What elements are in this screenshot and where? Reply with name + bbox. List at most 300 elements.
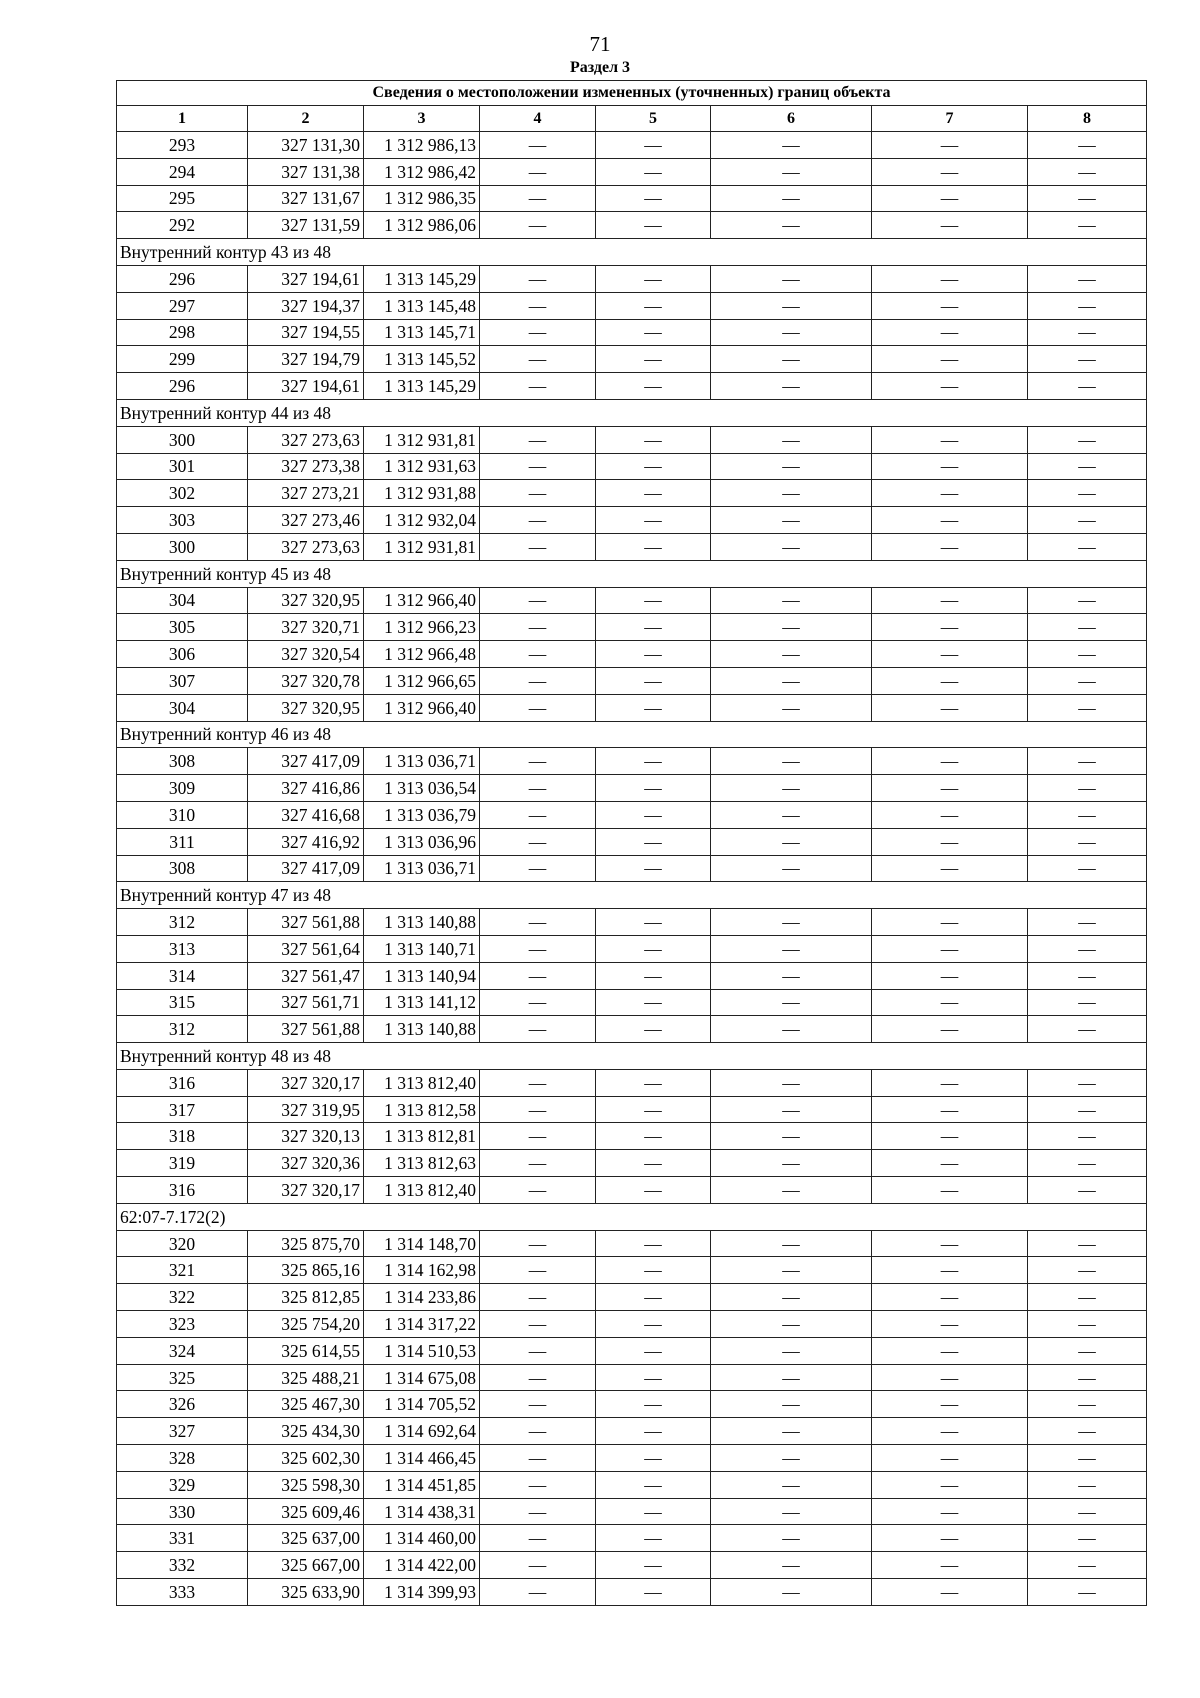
empty-value-dash-col-4: —	[480, 694, 596, 721]
empty-value-dash-col-6: —	[711, 1525, 872, 1552]
table-row	[117, 748, 1147, 775]
empty-value-dash-col-4: —	[480, 641, 596, 668]
y-coordinate-cell: 1 312 932,04	[364, 507, 480, 534]
x-coordinate-cell: 327 273,63	[248, 533, 364, 560]
point-number-cell: 328	[117, 1445, 248, 1472]
y-coordinate-cell: 1 313 036,96	[364, 828, 480, 855]
column-header-1: 1	[117, 106, 248, 132]
empty-value-dash-col-4: —	[480, 1498, 596, 1525]
x-coordinate-cell: 327 273,46	[248, 507, 364, 534]
empty-value-dash-col-4: —	[480, 319, 596, 346]
empty-value-dash-col-4: —	[480, 1579, 596, 1606]
empty-value-dash-col-7: —	[872, 801, 1028, 828]
empty-value-dash-col-4: —	[480, 346, 596, 373]
empty-value-dash-col-4: —	[480, 1311, 596, 1338]
point-number-cell: 300	[117, 533, 248, 560]
empty-value-dash-col-5: —	[596, 426, 711, 453]
table-row	[117, 1016, 1147, 1043]
table-row	[117, 453, 1147, 480]
empty-value-dash-col-5: —	[596, 641, 711, 668]
table-row	[117, 1311, 1147, 1338]
empty-value-dash-col-4: —	[480, 1471, 596, 1498]
empty-value-dash-col-6: —	[711, 1230, 872, 1257]
empty-value-dash-col-4: —	[480, 1257, 596, 1284]
empty-value-dash-col-5: —	[596, 1230, 711, 1257]
empty-value-dash-col-5: —	[596, 480, 711, 507]
empty-value-dash-col-4: —	[480, 212, 596, 239]
x-coordinate-cell: 325 609,46	[248, 1498, 364, 1525]
point-number-cell: 300	[117, 426, 248, 453]
point-number-cell: 316	[117, 1069, 248, 1096]
empty-value-dash-col-5: —	[596, 1498, 711, 1525]
y-coordinate-cell: 1 312 966,23	[364, 614, 480, 641]
empty-value-dash-col-8: —	[1028, 1016, 1147, 1043]
empty-value-dash-col-8: —	[1028, 453, 1147, 480]
table-row	[117, 373, 1147, 400]
empty-value-dash-col-7: —	[872, 373, 1028, 400]
empty-value-dash-col-6: —	[711, 533, 872, 560]
empty-value-dash-col-6: —	[711, 587, 872, 614]
column-header-6: 6	[711, 106, 872, 132]
table-row	[117, 426, 1147, 453]
point-number-cell: 304	[117, 694, 248, 721]
x-coordinate-cell: 327 416,86	[248, 775, 364, 802]
y-coordinate-cell: 1 314 460,00	[364, 1525, 480, 1552]
empty-value-dash-col-5: —	[596, 533, 711, 560]
y-coordinate-cell: 1 314 148,70	[364, 1230, 480, 1257]
empty-value-dash-col-5: —	[596, 962, 711, 989]
y-coordinate-cell: 1 313 812,40	[364, 1177, 480, 1204]
empty-value-dash-col-4: —	[480, 1016, 596, 1043]
empty-value-dash-col-5: —	[596, 1123, 711, 1150]
empty-value-dash-col-6: —	[711, 748, 872, 775]
x-coordinate-cell: 327 320,13	[248, 1123, 364, 1150]
column-header-4: 4	[480, 106, 596, 132]
y-coordinate-cell: 1 314 692,64	[364, 1418, 480, 1445]
empty-value-dash-col-7: —	[872, 1150, 1028, 1177]
empty-value-dash-col-6: —	[711, 453, 872, 480]
table-row	[117, 265, 1147, 292]
empty-value-dash-col-5: —	[596, 1445, 711, 1472]
point-number-cell: 312	[117, 909, 248, 936]
empty-value-dash-col-5: —	[596, 694, 711, 721]
empty-value-dash-col-7: —	[872, 1069, 1028, 1096]
contour-group-row	[117, 560, 1147, 587]
empty-value-dash-col-4: —	[480, 1445, 596, 1472]
empty-value-dash-col-7: —	[872, 185, 1028, 212]
x-coordinate-cell: 327 131,38	[248, 158, 364, 185]
empty-value-dash-col-7: —	[872, 480, 1028, 507]
empty-value-dash-col-6: —	[711, 1177, 872, 1204]
y-coordinate-cell: 1 313 140,88	[364, 909, 480, 936]
table-row	[117, 158, 1147, 185]
empty-value-dash-col-5: —	[596, 1257, 711, 1284]
y-coordinate-cell: 1 312 986,42	[364, 158, 480, 185]
empty-value-dash-col-4: —	[480, 935, 596, 962]
empty-value-dash-col-8: —	[1028, 212, 1147, 239]
empty-value-dash-col-6: —	[711, 935, 872, 962]
empty-value-dash-col-6: —	[711, 1123, 872, 1150]
empty-value-dash-col-4: —	[480, 185, 596, 212]
empty-value-dash-col-6: —	[711, 1391, 872, 1418]
empty-value-dash-col-8: —	[1028, 775, 1147, 802]
empty-value-dash-col-4: —	[480, 1525, 596, 1552]
x-coordinate-cell: 327 320,78	[248, 667, 364, 694]
empty-value-dash-col-6: —	[711, 909, 872, 936]
y-coordinate-cell: 1 313 036,71	[364, 855, 480, 882]
point-number-cell: 324	[117, 1337, 248, 1364]
empty-value-dash-col-7: —	[872, 1016, 1028, 1043]
contour-group-row	[117, 882, 1147, 909]
empty-value-dash-col-8: —	[1028, 1445, 1147, 1472]
empty-value-dash-col-4: —	[480, 292, 596, 319]
y-coordinate-cell: 1 314 705,52	[364, 1391, 480, 1418]
empty-value-dash-col-4: —	[480, 426, 596, 453]
table-row	[117, 587, 1147, 614]
empty-value-dash-col-5: —	[596, 1418, 711, 1445]
empty-value-dash-col-5: —	[596, 1069, 711, 1096]
empty-value-dash-col-8: —	[1028, 1230, 1147, 1257]
x-coordinate-cell: 327 194,79	[248, 346, 364, 373]
empty-value-dash-col-5: —	[596, 748, 711, 775]
contour-group-row	[117, 1043, 1147, 1070]
empty-value-dash-col-6: —	[711, 1471, 872, 1498]
point-number-cell: 309	[117, 775, 248, 802]
point-number-cell: 314	[117, 962, 248, 989]
empty-value-dash-col-6: —	[711, 292, 872, 319]
page-number: 71	[589, 32, 611, 56]
empty-value-dash-col-6: —	[711, 507, 872, 534]
empty-value-dash-col-6: —	[711, 989, 872, 1016]
empty-value-dash-col-6: —	[711, 346, 872, 373]
table-caption: Сведения о местоположении измененных (уточненных) границ объекта	[117, 81, 1147, 106]
empty-value-dash-col-5: —	[596, 132, 711, 159]
point-number-cell: 295	[117, 185, 248, 212]
empty-value-dash-col-7: —	[872, 1123, 1028, 1150]
point-number-cell: 308	[117, 748, 248, 775]
y-coordinate-cell: 1 313 812,63	[364, 1150, 480, 1177]
empty-value-dash-col-4: —	[480, 1069, 596, 1096]
table-row	[117, 1364, 1147, 1391]
empty-value-dash-col-6: —	[711, 1150, 872, 1177]
contour-label: Внутренний контур 46 из 48	[117, 721, 1147, 748]
empty-value-dash-col-5: —	[596, 185, 711, 212]
y-coordinate-cell: 1 314 510,53	[364, 1337, 480, 1364]
table-row	[117, 1391, 1147, 1418]
y-coordinate-cell: 1 313 140,88	[364, 1016, 480, 1043]
y-coordinate-cell: 1 314 317,22	[364, 1311, 480, 1338]
empty-value-dash-col-4: —	[480, 453, 596, 480]
x-coordinate-cell: 327 417,09	[248, 748, 364, 775]
empty-value-dash-col-5: —	[596, 775, 711, 802]
x-coordinate-cell: 325 754,20	[248, 1311, 364, 1338]
x-coordinate-cell: 325 865,16	[248, 1257, 364, 1284]
table-row	[117, 1096, 1147, 1123]
x-coordinate-cell: 327 320,71	[248, 614, 364, 641]
contour-label: Внутренний контур 44 из 48	[117, 399, 1147, 426]
empty-value-dash-col-6: —	[711, 426, 872, 453]
empty-value-dash-col-8: —	[1028, 1471, 1147, 1498]
empty-value-dash-col-4: —	[480, 1177, 596, 1204]
empty-value-dash-col-8: —	[1028, 1123, 1147, 1150]
empty-value-dash-col-7: —	[872, 1096, 1028, 1123]
empty-value-dash-col-7: —	[872, 453, 1028, 480]
y-coordinate-cell: 1 313 145,48	[364, 292, 480, 319]
column-header-row	[117, 106, 1147, 132]
empty-value-dash-col-8: —	[1028, 480, 1147, 507]
empty-value-dash-col-8: —	[1028, 1069, 1147, 1096]
empty-value-dash-col-7: —	[872, 132, 1028, 159]
empty-value-dash-col-4: —	[480, 1391, 596, 1418]
x-coordinate-cell: 327 561,88	[248, 1016, 364, 1043]
empty-value-dash-col-8: —	[1028, 185, 1147, 212]
y-coordinate-cell: 1 314 422,00	[364, 1552, 480, 1579]
point-number-cell: 310	[117, 801, 248, 828]
empty-value-dash-col-6: —	[711, 1445, 872, 1472]
point-number-cell: 292	[117, 212, 248, 239]
point-number-cell: 326	[117, 1391, 248, 1418]
y-coordinate-cell: 1 314 675,08	[364, 1364, 480, 1391]
point-number-cell: 313	[117, 935, 248, 962]
empty-value-dash-col-8: —	[1028, 319, 1147, 346]
empty-value-dash-col-7: —	[872, 1257, 1028, 1284]
empty-value-dash-col-5: —	[596, 319, 711, 346]
empty-value-dash-col-6: —	[711, 1364, 872, 1391]
empty-value-dash-col-4: —	[480, 507, 596, 534]
empty-value-dash-col-4: —	[480, 1284, 596, 1311]
y-coordinate-cell: 1 312 966,48	[364, 641, 480, 668]
table-row	[117, 909, 1147, 936]
table-row	[117, 507, 1147, 534]
empty-value-dash-col-8: —	[1028, 801, 1147, 828]
table-row	[117, 1552, 1147, 1579]
empty-value-dash-col-6: —	[711, 801, 872, 828]
empty-value-dash-col-5: —	[596, 453, 711, 480]
empty-value-dash-col-8: —	[1028, 1284, 1147, 1311]
x-coordinate-cell: 327 273,21	[248, 480, 364, 507]
empty-value-dash-col-4: —	[480, 801, 596, 828]
table-row	[117, 346, 1147, 373]
point-number-cell: 329	[117, 1471, 248, 1498]
column-header-8: 8	[1028, 106, 1147, 132]
empty-value-dash-col-5: —	[596, 1525, 711, 1552]
empty-value-dash-col-8: —	[1028, 1257, 1147, 1284]
table-row	[117, 1230, 1147, 1257]
table-row	[117, 212, 1147, 239]
empty-value-dash-col-8: —	[1028, 292, 1147, 319]
x-coordinate-cell: 327 273,63	[248, 426, 364, 453]
x-coordinate-cell: 325 434,30	[248, 1418, 364, 1445]
empty-value-dash-col-8: —	[1028, 1525, 1147, 1552]
empty-value-dash-col-8: —	[1028, 1552, 1147, 1579]
empty-value-dash-col-8: —	[1028, 1096, 1147, 1123]
table-row	[117, 775, 1147, 802]
empty-value-dash-col-7: —	[872, 1471, 1028, 1498]
empty-value-dash-col-4: —	[480, 265, 596, 292]
empty-value-dash-col-4: —	[480, 962, 596, 989]
table-row	[117, 480, 1147, 507]
x-coordinate-cell: 327 194,55	[248, 319, 364, 346]
empty-value-dash-col-5: —	[596, 1337, 711, 1364]
empty-value-dash-col-5: —	[596, 1471, 711, 1498]
point-number-cell: 319	[117, 1150, 248, 1177]
empty-value-dash-col-4: —	[480, 132, 596, 159]
table-row	[117, 935, 1147, 962]
empty-value-dash-col-6: —	[711, 641, 872, 668]
empty-value-dash-col-8: —	[1028, 1337, 1147, 1364]
empty-value-dash-col-5: —	[596, 1177, 711, 1204]
empty-value-dash-col-8: —	[1028, 346, 1147, 373]
empty-value-dash-col-7: —	[872, 909, 1028, 936]
empty-value-dash-col-8: —	[1028, 855, 1147, 882]
point-number-cell: 317	[117, 1096, 248, 1123]
empty-value-dash-col-5: —	[596, 667, 711, 694]
empty-value-dash-col-5: —	[596, 855, 711, 882]
empty-value-dash-col-4: —	[480, 1552, 596, 1579]
point-number-cell: 318	[117, 1123, 248, 1150]
empty-value-dash-col-8: —	[1028, 748, 1147, 775]
empty-value-dash-col-5: —	[596, 828, 711, 855]
empty-value-dash-col-8: —	[1028, 158, 1147, 185]
empty-value-dash-col-6: —	[711, 480, 872, 507]
x-coordinate-cell: 327 561,71	[248, 989, 364, 1016]
empty-value-dash-col-8: —	[1028, 614, 1147, 641]
x-coordinate-cell: 325 602,30	[248, 1445, 364, 1472]
empty-value-dash-col-6: —	[711, 1579, 872, 1606]
table-row	[117, 292, 1147, 319]
empty-value-dash-col-6: —	[711, 775, 872, 802]
y-coordinate-cell: 1 313 036,71	[364, 748, 480, 775]
point-number-cell: 305	[117, 614, 248, 641]
empty-value-dash-col-7: —	[872, 1445, 1028, 1472]
empty-value-dash-col-7: —	[872, 533, 1028, 560]
x-coordinate-cell: 327 416,92	[248, 828, 364, 855]
table-row	[117, 801, 1147, 828]
empty-value-dash-col-8: —	[1028, 667, 1147, 694]
x-coordinate-cell: 325 812,85	[248, 1284, 364, 1311]
point-number-cell: 323	[117, 1311, 248, 1338]
contour-label: Внутренний контур 43 из 48	[117, 239, 1147, 266]
y-coordinate-cell: 1 313 812,81	[364, 1123, 480, 1150]
empty-value-dash-col-5: —	[596, 1311, 711, 1338]
table-body	[117, 132, 1147, 1606]
empty-value-dash-col-6: —	[711, 855, 872, 882]
empty-value-dash-col-5: —	[596, 212, 711, 239]
empty-value-dash-col-7: —	[872, 775, 1028, 802]
empty-value-dash-col-6: —	[711, 667, 872, 694]
empty-value-dash-col-7: —	[872, 989, 1028, 1016]
empty-value-dash-col-5: —	[596, 292, 711, 319]
y-coordinate-cell: 1 313 036,79	[364, 801, 480, 828]
table-row	[117, 1177, 1147, 1204]
y-coordinate-cell: 1 314 438,31	[364, 1498, 480, 1525]
empty-value-dash-col-5: —	[596, 989, 711, 1016]
empty-value-dash-col-5: —	[596, 507, 711, 534]
y-coordinate-cell: 1 312 931,88	[364, 480, 480, 507]
empty-value-dash-col-8: —	[1028, 1579, 1147, 1606]
empty-value-dash-col-4: —	[480, 1364, 596, 1391]
empty-value-dash-col-7: —	[872, 1337, 1028, 1364]
x-coordinate-cell: 325 614,55	[248, 1337, 364, 1364]
y-coordinate-cell: 1 314 162,98	[364, 1257, 480, 1284]
empty-value-dash-col-4: —	[480, 1123, 596, 1150]
empty-value-dash-col-6: —	[711, 265, 872, 292]
empty-value-dash-col-7: —	[872, 828, 1028, 855]
empty-value-dash-col-6: —	[711, 1311, 872, 1338]
empty-value-dash-col-5: —	[596, 373, 711, 400]
empty-value-dash-col-7: —	[872, 667, 1028, 694]
section-title: Раздел 3	[569, 59, 631, 76]
empty-value-dash-col-8: —	[1028, 426, 1147, 453]
x-coordinate-cell: 327 194,61	[248, 373, 364, 400]
empty-value-dash-col-7: —	[872, 1418, 1028, 1445]
empty-value-dash-col-5: —	[596, 1016, 711, 1043]
x-coordinate-cell: 325 667,00	[248, 1552, 364, 1579]
table-row	[117, 1498, 1147, 1525]
point-number-cell: 298	[117, 319, 248, 346]
empty-value-dash-col-6: —	[711, 1552, 872, 1579]
empty-value-dash-col-4: —	[480, 1337, 596, 1364]
empty-value-dash-col-4: —	[480, 480, 596, 507]
empty-value-dash-col-5: —	[596, 587, 711, 614]
empty-value-dash-col-7: —	[872, 158, 1028, 185]
empty-value-dash-col-7: —	[872, 1284, 1028, 1311]
point-number-cell: 307	[117, 667, 248, 694]
empty-value-dash-col-4: —	[480, 909, 596, 936]
y-coordinate-cell: 1 313 141,12	[364, 989, 480, 1016]
contour-group-row	[117, 239, 1147, 266]
empty-value-dash-col-5: —	[596, 1391, 711, 1418]
x-coordinate-cell: 327 273,38	[248, 453, 364, 480]
table-row	[117, 641, 1147, 668]
empty-value-dash-col-5: —	[596, 1150, 711, 1177]
y-coordinate-cell: 1 312 986,06	[364, 212, 480, 239]
empty-value-dash-col-8: —	[1028, 1364, 1147, 1391]
empty-value-dash-col-6: —	[711, 962, 872, 989]
empty-value-dash-col-5: —	[596, 1096, 711, 1123]
empty-value-dash-col-5: —	[596, 158, 711, 185]
table-row	[117, 1257, 1147, 1284]
x-coordinate-cell: 327 320,95	[248, 694, 364, 721]
empty-value-dash-col-4: —	[480, 158, 596, 185]
point-number-cell: 304	[117, 587, 248, 614]
empty-value-dash-col-7: —	[872, 1364, 1028, 1391]
empty-value-dash-col-7: —	[872, 1391, 1028, 1418]
empty-value-dash-col-8: —	[1028, 935, 1147, 962]
table-row	[117, 1471, 1147, 1498]
point-number-cell: 296	[117, 373, 248, 400]
empty-value-dash-col-7: —	[872, 1525, 1028, 1552]
empty-value-dash-col-7: —	[872, 962, 1028, 989]
point-number-cell: 312	[117, 1016, 248, 1043]
empty-value-dash-col-6: —	[711, 828, 872, 855]
empty-value-dash-col-7: —	[872, 1177, 1028, 1204]
empty-value-dash-col-4: —	[480, 533, 596, 560]
empty-value-dash-col-6: —	[711, 1069, 872, 1096]
empty-value-dash-col-4: —	[480, 587, 596, 614]
table-row	[117, 1525, 1147, 1552]
table-row	[117, 667, 1147, 694]
empty-value-dash-col-8: —	[1028, 1391, 1147, 1418]
empty-value-dash-col-7: —	[872, 748, 1028, 775]
table-row	[117, 1579, 1147, 1606]
column-header-3: 3	[364, 106, 480, 132]
contour-label: Внутренний контур 47 из 48	[117, 882, 1147, 909]
empty-value-dash-col-5: —	[596, 1284, 711, 1311]
column-header-2: 2	[248, 106, 364, 132]
point-number-cell: 293	[117, 132, 248, 159]
empty-value-dash-col-4: —	[480, 989, 596, 1016]
